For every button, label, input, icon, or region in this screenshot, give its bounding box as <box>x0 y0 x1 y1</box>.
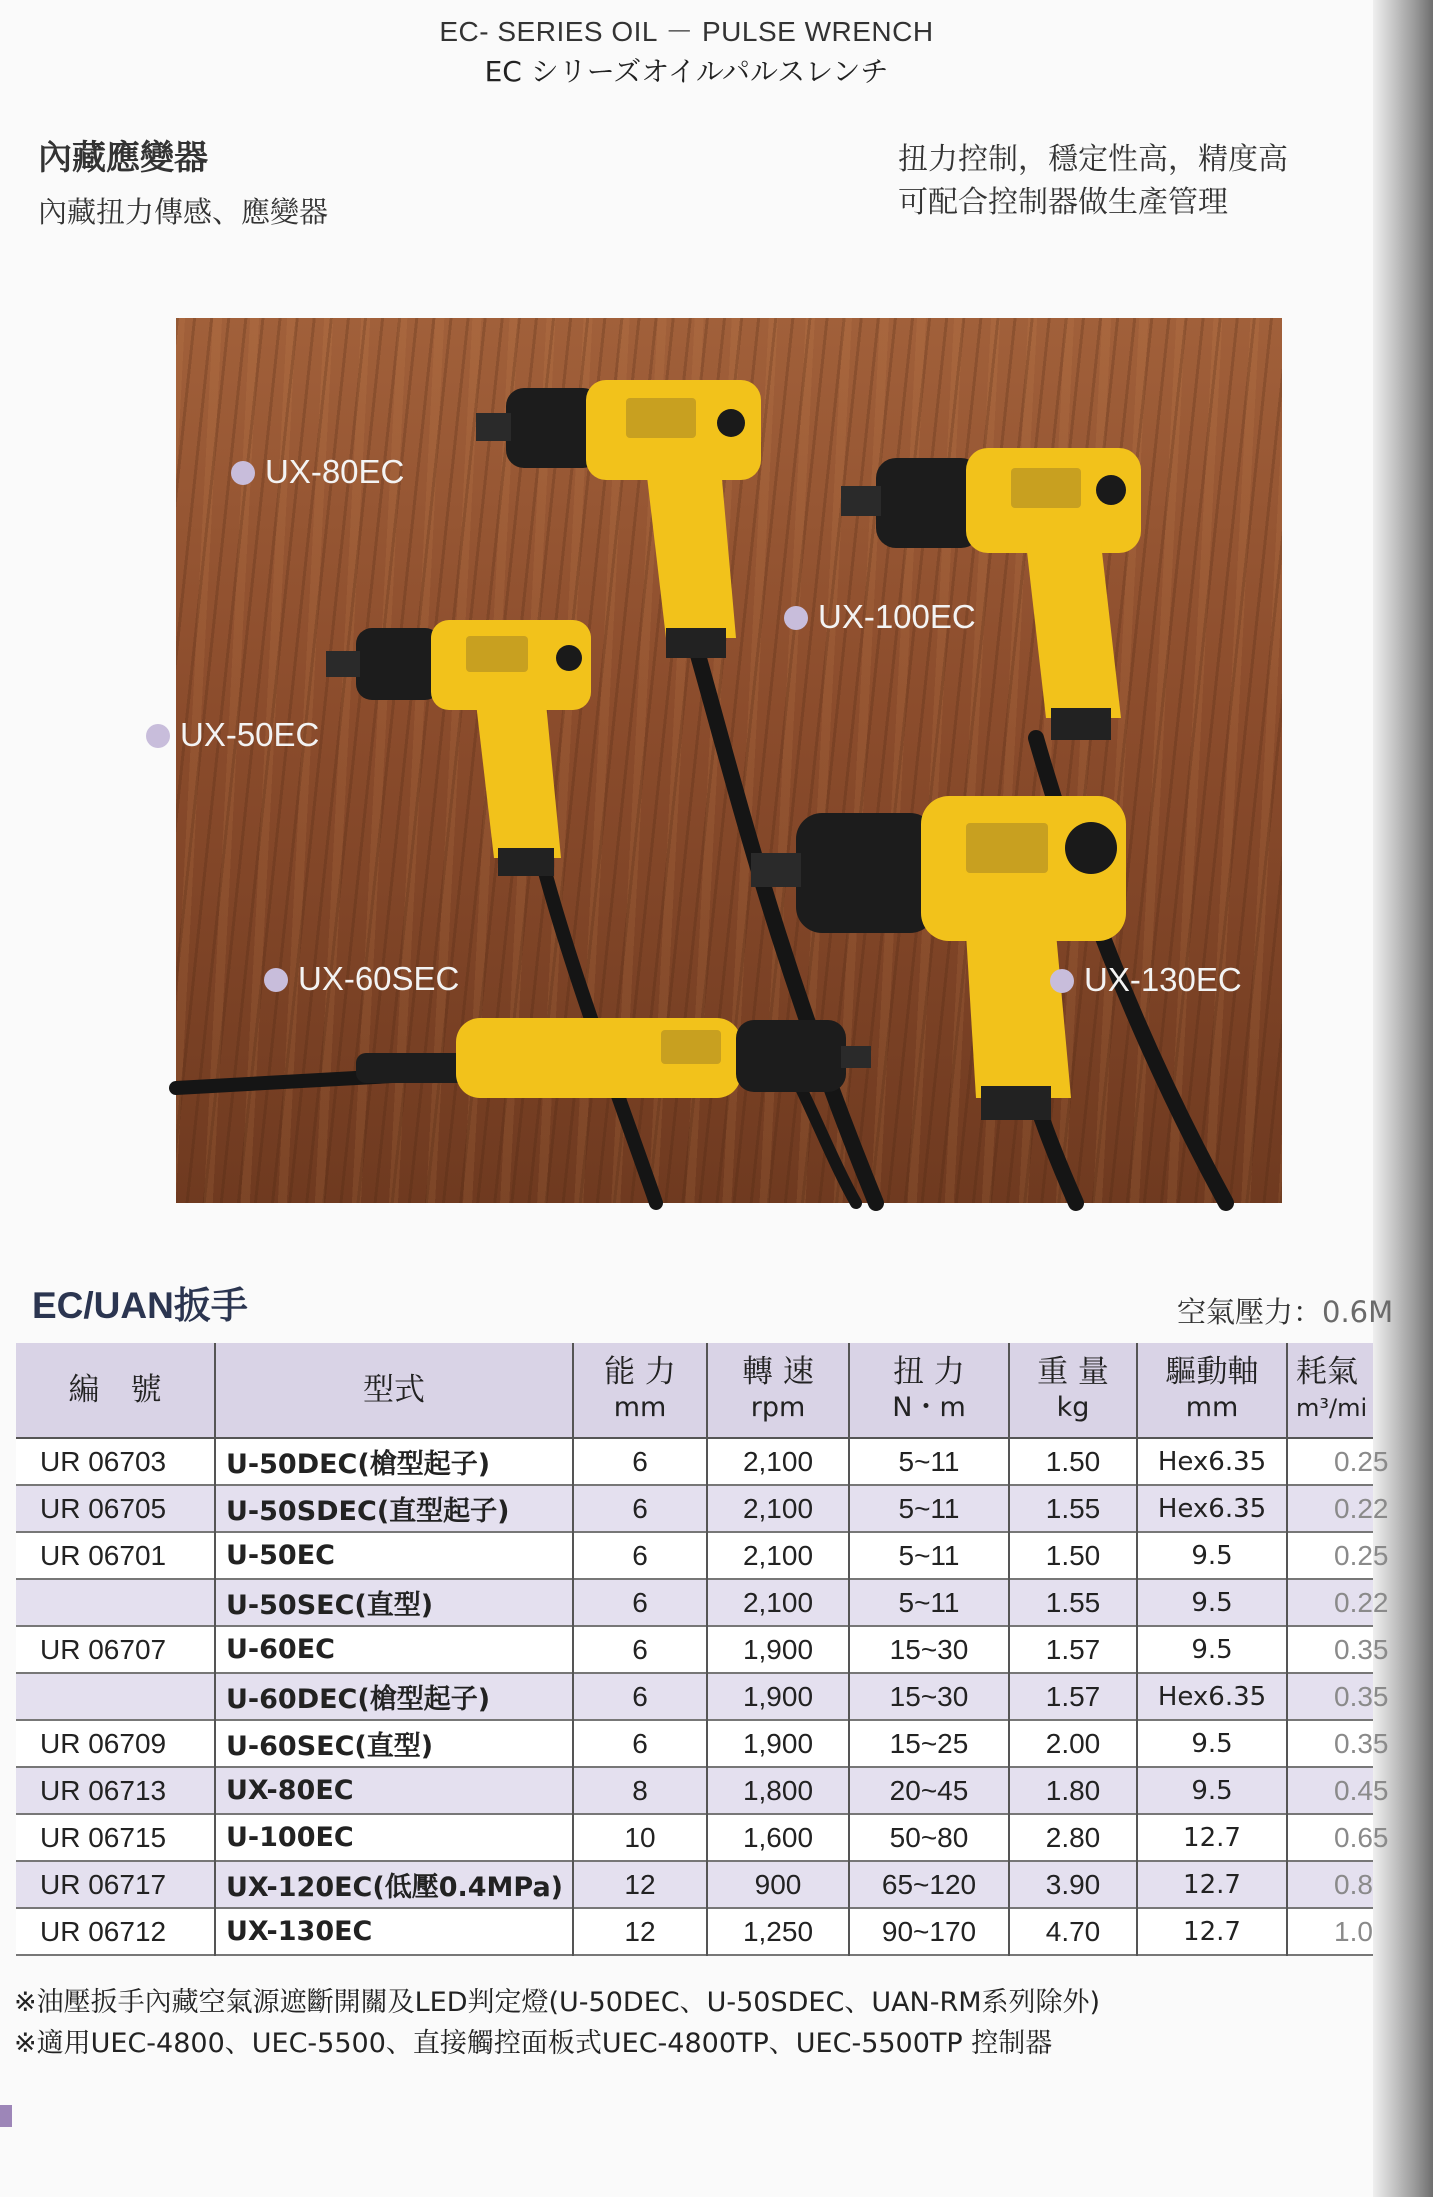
cell-code: UR 06712 <box>16 1908 215 1955</box>
bullet-dot <box>146 724 170 748</box>
cell-speed: 1,900 <box>707 1626 849 1673</box>
cell-drive: 12.7 <box>1137 1908 1287 1955</box>
cell-drive: 9.5 <box>1137 1626 1287 1673</box>
cell-drive: 12.7 <box>1137 1861 1287 1908</box>
header-air: 耗氣 m³/mi <box>1287 1343 1373 1438</box>
cell-speed: 2,100 <box>707 1438 849 1485</box>
footnote-2: ※適用UEC-4800、UEC-5500、直接觸控面板式UEC-4800TP、UEC-5500TP 控制器 <box>14 2028 1053 2059</box>
table-row <box>16 1673 1373 1720</box>
air-pressure-note: 空氣壓力：0.6M <box>1177 1295 1394 1329</box>
feature-line-2: 可配合控制器做生產管理 <box>898 185 1228 220</box>
cell-drive: 9.5 <box>1137 1532 1287 1579</box>
table-title: EC/UAN扳手 <box>32 1285 248 1326</box>
cell-capacity: 6 <box>573 1485 707 1532</box>
cell-capacity: 12 <box>573 1908 707 1955</box>
cell-speed: 1,900 <box>707 1720 849 1767</box>
cell-speed: 2,100 <box>707 1532 849 1579</box>
feature-description <box>898 138 1288 224</box>
cell-speed: 1,900 <box>707 1673 849 1720</box>
footnote-1: ※油壓扳手內藏空氣源遮斷開關及LED判定燈(U-50DEC、U-50SDEC、UAN-RM系列除外) <box>14 1987 1101 2018</box>
bullet-dot <box>264 968 288 992</box>
cell-weight: 1.55 <box>1009 1579 1137 1626</box>
cell-model: U-50DEC(槍型起子) <box>215 1438 573 1485</box>
cell-capacity: 10 <box>573 1814 707 1861</box>
cell-air: 0.25 <box>1287 1532 1373 1579</box>
tool-ux-100ec <box>841 448 1141 740</box>
cell-capacity: 6 <box>573 1438 707 1485</box>
cell-capacity: 6 <box>573 1720 707 1767</box>
cell-speed: 1,800 <box>707 1767 849 1814</box>
table-row <box>16 1814 1373 1861</box>
table-header-row <box>16 1343 1373 1438</box>
cell-model: U-60SEC(直型) <box>215 1720 573 1767</box>
table-row <box>16 1485 1373 1532</box>
cell-capacity: 8 <box>573 1767 707 1814</box>
cell-code: UR 06703 <box>16 1438 215 1485</box>
tool-ux-50ec <box>326 620 591 876</box>
feature-subtitle: 內藏扭力傳感、應變器 <box>38 195 329 229</box>
cell-torque: 50~80 <box>849 1814 1009 1861</box>
bullet-dot <box>784 606 808 630</box>
cell-model: U-50EC <box>215 1532 573 1579</box>
bullet-dot <box>231 461 255 485</box>
cell-speed: 900 <box>707 1861 849 1908</box>
cell-torque: 5~11 <box>849 1438 1009 1485</box>
cell-capacity: 6 <box>573 1532 707 1579</box>
cell-model: U-60DEC(槍型起子) <box>215 1673 573 1720</box>
table-row <box>16 1861 1373 1908</box>
header-capacity: 能 力 mm <box>573 1343 707 1438</box>
header-drive: 驅動軸 mm <box>1137 1343 1287 1438</box>
cell-weight: 2.00 <box>1009 1720 1137 1767</box>
cell-torque: 90~170 <box>849 1908 1009 1955</box>
cell-drive: 12.7 <box>1137 1814 1287 1861</box>
cell-model: U-100EC <box>215 1814 573 1861</box>
cell-air: 0.65 <box>1287 1814 1373 1861</box>
table-row <box>16 1626 1373 1673</box>
label-ux-80ec: UX-80EC <box>231 453 404 491</box>
table-row <box>16 1438 1373 1485</box>
cell-torque: 15~30 <box>849 1626 1009 1673</box>
tool-illustrations <box>176 318 1282 1203</box>
cell-drive: Hex6.35 <box>1137 1485 1287 1532</box>
cell-air: 1.0 <box>1287 1908 1373 1955</box>
cell-weight: 1.55 <box>1009 1485 1137 1532</box>
cell-code <box>16 1579 215 1626</box>
spec-table <box>16 1343 1389 1956</box>
cell-code: UR 06717 <box>16 1861 215 1908</box>
cell-air: 0.25 <box>1287 1438 1373 1485</box>
cell-code: UR 06713 <box>16 1767 215 1814</box>
cell-speed: 1,600 <box>707 1814 849 1861</box>
cell-speed: 2,100 <box>707 1485 849 1532</box>
tool-ux-60sec <box>356 1018 871 1098</box>
cell-torque: 5~11 <box>849 1579 1009 1626</box>
cell-capacity: 6 <box>573 1579 707 1626</box>
cell-air: 0.45 <box>1287 1767 1373 1814</box>
cell-weight: 2.80 <box>1009 1814 1137 1861</box>
cell-weight: 4.70 <box>1009 1908 1137 1955</box>
cell-air: 0.8 <box>1287 1861 1373 1908</box>
tool-ux-80ec <box>476 380 761 658</box>
cell-capacity: 6 <box>573 1626 707 1673</box>
page-marker <box>0 2105 12 2127</box>
header-weight: 重 量 kg <box>1009 1343 1137 1438</box>
cell-model: UX-120EC(低壓0.4MPa) <box>215 1861 573 1908</box>
cell-model: UX-130EC <box>215 1908 573 1955</box>
cell-weight: 1.80 <box>1009 1767 1137 1814</box>
cell-code: UR 06707 <box>16 1626 215 1673</box>
label-ux-60sec: UX-60SEC <box>264 960 459 998</box>
table-row <box>16 1579 1373 1626</box>
cell-weight: 1.50 <box>1009 1532 1137 1579</box>
label-ux-100ec: UX-100EC <box>784 598 976 636</box>
cell-torque: 65~120 <box>849 1861 1009 1908</box>
cell-torque: 5~11 <box>849 1485 1009 1532</box>
cell-drive: Hex6.35 <box>1137 1673 1287 1720</box>
cell-weight: 3.90 <box>1009 1861 1137 1908</box>
cell-air: 0.35 <box>1287 1626 1373 1673</box>
label-ux-50ec: UX-50EC <box>146 716 319 754</box>
cell-air: 0.22 <box>1287 1485 1373 1532</box>
cell-weight: 1.57 <box>1009 1626 1137 1673</box>
cell-air: 0.35 <box>1287 1720 1373 1767</box>
header-speed: 轉 速 rpm <box>707 1343 849 1438</box>
cell-torque: 5~11 <box>849 1532 1009 1579</box>
cell-drive: 9.5 <box>1137 1579 1287 1626</box>
book-spine-shadow <box>1373 0 1433 2197</box>
header-model: 型式 <box>215 1343 573 1438</box>
cell-capacity: 12 <box>573 1861 707 1908</box>
cell-code: UR 06709 <box>16 1720 215 1767</box>
cell-drive: 9.5 <box>1137 1767 1287 1814</box>
cell-code <box>16 1673 215 1720</box>
header-torque: 扭 力 N・m <box>849 1343 1009 1438</box>
cell-weight: 1.57 <box>1009 1673 1137 1720</box>
cell-torque: 20~45 <box>849 1767 1009 1814</box>
cell-code: UR 06715 <box>16 1814 215 1861</box>
series-title-en: EC- SERIES OIL － PULSE WRENCH <box>439 16 934 47</box>
cell-code: UR 06701 <box>16 1532 215 1579</box>
cell-code: UR 06705 <box>16 1485 215 1532</box>
cell-model: U-50SEC(直型) <box>215 1579 573 1626</box>
label-ux-130ec: UX-130EC <box>1050 961 1242 999</box>
cell-speed: 2,100 <box>707 1579 849 1626</box>
cell-drive: Hex6.35 <box>1137 1438 1287 1485</box>
series-title-jp: EC シリーズオイルパルスレンチ <box>484 55 889 88</box>
cell-air: 0.22 <box>1287 1579 1373 1626</box>
cell-drive: 9.5 <box>1137 1720 1287 1767</box>
cell-weight: 1.50 <box>1009 1438 1137 1485</box>
cell-model: UX-80EC <box>215 1767 573 1814</box>
bullet-dot <box>1050 969 1074 993</box>
table-row <box>16 1720 1373 1767</box>
cell-model: U-60EC <box>215 1626 573 1673</box>
table-row <box>16 1767 1373 1814</box>
feature-title: 內藏應變器 <box>38 138 208 178</box>
footnotes <box>14 1982 1100 2064</box>
cell-speed: 1,250 <box>707 1908 849 1955</box>
cell-air: 0.35 <box>1287 1673 1373 1720</box>
feature-line-1: 扭力控制，穩定性高，精度高 <box>898 142 1288 177</box>
cell-torque: 15~30 <box>849 1673 1009 1720</box>
header-code: 編 號 <box>16 1343 215 1438</box>
table-row <box>16 1532 1373 1579</box>
cell-torque: 15~25 <box>849 1720 1009 1767</box>
cell-model: U-50SDEC(直型起子) <box>215 1485 573 1532</box>
cell-capacity: 6 <box>573 1673 707 1720</box>
product-photo <box>176 318 1282 1203</box>
table-row <box>16 1908 1373 1955</box>
